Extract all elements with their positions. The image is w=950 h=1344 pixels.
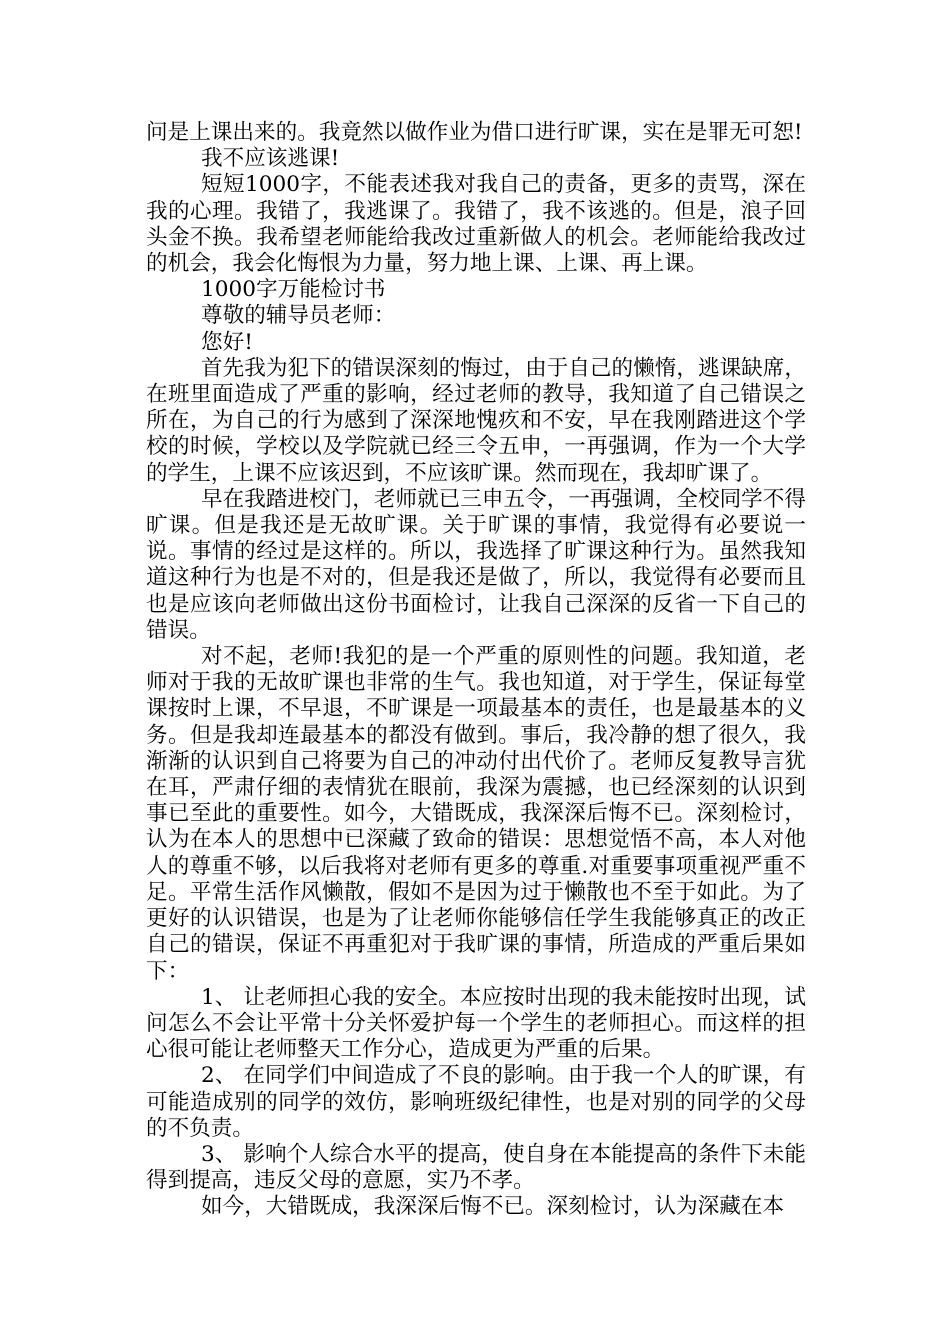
paragraph: 问是上课出来的。我竟然以做作业为借口进行旷课，实在是罪无可恕!	[146, 120, 803, 145]
paragraph: 我不应该逃课!	[201, 146, 340, 172]
paragraph: 首先我为犯下的错误深刻的悔过，由于自己的懒惰，逃课缺席，在班里面造成了严重的影响，经过老师的教导，我知道了自己错误之所在，为自己的行为感到了深深地愧疚和不安，早在我刚踏进这个学校的时候，学校以及学院就已经三令五申，一再强调，作为一个大学的学生，上课不应该迟到，不应该旷课。然而现在，我却旷课了。	[146, 355, 806, 486]
paragraph: 如今，大错既成，我深深后悔不已。深刻检讨，认为深藏在本	[201, 1194, 785, 1220]
salutation: 尊敬的辅导员老师：	[201, 303, 396, 329]
list-item: 2、 在同学们中间造成了不良的影响。由于我一个人的旷课，有可能造成别的同学的效仿，影响班级纪律性，也是对别的同学的父母的不负责。	[146, 1063, 806, 1141]
list-item: 1、 让老师担心我的安全。本应按时出现的我未能按时出现，试问怎么不会让平常十分关怀爱护每一个学生的老师担心。而这样的担心很可能让老师整天工作分心，造成更为严重的后果。	[146, 984, 806, 1063]
section-title: 1000字万能检讨书	[201, 277, 386, 303]
document-body	[146, 120, 806, 1221]
greeting: 您好!	[201, 329, 253, 355]
paragraph: 早在我踏进校门，老师就已三申五令，一再强调，全校同学不得旷课。但是我还是无故旷课。关于旷课的事情，我觉得有必要说一说。事情的经过是这样的。所以，我选择了旷课这种行为。虽然我知道这种行为也是不对的，但是我还是做了，所以，我觉得有必要而且也是应该向老师做出这份书面检讨，让我自己深深的反省一下自己的错误。	[146, 486, 806, 643]
list-item: 3、 影响个人综合水平的提高，使自身在本能提高的条件下未能得到提高，违反父母的意愿，实乃不孝。	[146, 1141, 806, 1194]
paragraph: 短短1000字，不能表述我对我自己的责备，更多的责骂，深在我的心理。我错了，我逃课了。我错了，我不该逃的。但是，浪子回头金不换。我希望老师能给我改过重新做人的机会。老师能给我改过的机会，我会化悔恨为力量，努力地上课、上课、再上课。	[146, 172, 806, 277]
paragraph: 对不起，老师!我犯的是一个严重的原则性的问题。我知道，老师对于我的无故旷课也非常的生气。我也知道，对于学生，保证每堂课按时上课，不早退，不旷课是一项最基本的责任，也是最基本的义务。但是我却连最基本的都没有做到。事后，我冷静的想了很久，我渐渐的认识到自己将要为自己的冲动付出代价了。老师反复教导言犹在耳，严肃仔细的表情犹在眼前，我深为震撼，也已经深刻的认识到事已至此的重要性。如今，大错既成，我深深后悔不已。深刻检讨，认为在本人的思想中已深藏了致命的错误：思想觉悟不高，本人对他人的尊重不够，以后我将对老师有更多的尊重.对重要事项重视严重不足。平常生活作风懒散，假如不是因为过于懒散也不至于如此。为了更好的认识错误，也是为了让老师你能够信任学生我能够真正的改正自己的错误，保证不再重犯对于我旷课的事情，所造成的严重后果如下：	[146, 644, 806, 984]
